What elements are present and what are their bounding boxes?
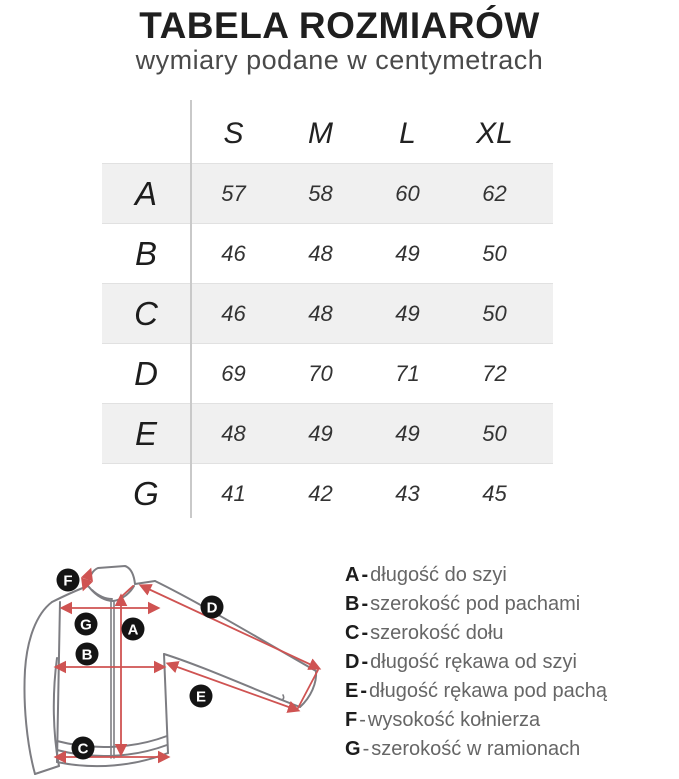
- row-value: 62: [482, 180, 507, 206]
- row-label: D: [134, 354, 158, 392]
- svg-text:D: D: [206, 599, 218, 617]
- column-header-m: M: [308, 117, 333, 150]
- legend-key: B: [345, 593, 360, 615]
- legend-description: szerokość w ramionach: [371, 738, 581, 760]
- legend-item: [345, 735, 675, 764]
- legend-key: C: [345, 622, 360, 644]
- row-value: 57: [221, 180, 246, 206]
- row-value: 49: [308, 420, 333, 446]
- legend-description: szerokość pod pachami: [370, 593, 581, 615]
- badge-b: [76, 643, 99, 666]
- svg-text:A: A: [127, 621, 139, 639]
- svg-text:C: C: [77, 740, 89, 758]
- legend-description: długość rękawa pod pachą: [369, 680, 607, 702]
- badge-c: [72, 737, 95, 760]
- row-value: 43: [395, 480, 420, 506]
- table-row: [102, 283, 553, 344]
- row-value: 48: [221, 420, 246, 446]
- badge-g: [75, 613, 98, 636]
- size-table-body: [102, 163, 553, 523]
- row-value: 49: [395, 420, 420, 446]
- row-value: 58: [308, 180, 333, 206]
- row-value: 46: [221, 240, 246, 266]
- legend-item: [345, 619, 675, 648]
- row-value: 50: [482, 300, 507, 326]
- row-value: 49: [395, 300, 420, 326]
- row-value: 69: [221, 360, 246, 386]
- table-divider-line: [190, 100, 192, 518]
- legend-item: [345, 677, 675, 706]
- legend-description: szerokość dołu: [370, 622, 504, 644]
- measurement-legend: [345, 561, 675, 764]
- row-value: 45: [482, 480, 507, 506]
- jacket-outline: [24, 566, 316, 774]
- legend-separator: -: [361, 622, 369, 644]
- legend-item: [345, 648, 675, 677]
- row-label: G: [133, 474, 159, 512]
- row-value: 42: [308, 480, 333, 506]
- row-value: 71: [395, 360, 420, 386]
- row-value: 41: [221, 480, 246, 506]
- legend-key: D: [345, 651, 360, 673]
- legend-description: wysokość kołnierza: [367, 709, 541, 731]
- diagram-badges: [57, 569, 224, 760]
- row-label: C: [134, 294, 158, 332]
- measure-line-cuff: [298, 670, 318, 708]
- row-label: E: [134, 414, 157, 452]
- measure-line-e: [169, 664, 297, 710]
- column-header-l: L: [399, 117, 416, 150]
- legend-key: E: [345, 680, 359, 702]
- column-header-xl: XL: [476, 117, 513, 150]
- legend-separator: -: [361, 564, 369, 586]
- legend-item: [345, 706, 675, 735]
- row-value: 48: [308, 300, 333, 326]
- legend-separator: -: [361, 593, 369, 615]
- page-subtitle: wymiary podane w centymetrach: [135, 45, 544, 75]
- legend-description: długość rękawa od szyi: [370, 651, 577, 673]
- row-value: 49: [395, 240, 420, 266]
- column-header-s: S: [223, 117, 244, 150]
- table-row: [102, 464, 553, 523]
- row-value: 70: [308, 360, 333, 386]
- row-value: 60: [395, 180, 420, 206]
- row-value: 72: [482, 360, 507, 386]
- row-value: 48: [308, 240, 333, 266]
- badge-f: [57, 569, 80, 592]
- legend-key: G: [345, 738, 361, 760]
- svg-text:F: F: [63, 572, 73, 590]
- table-row: [102, 344, 553, 403]
- row-value: 46: [221, 300, 246, 326]
- legend-item: [345, 561, 675, 590]
- row-value: 50: [482, 420, 507, 446]
- legend-separator: -: [359, 709, 366, 731]
- page-title: TABELA ROZMIARÓW: [139, 5, 540, 46]
- badge-a: [122, 618, 145, 641]
- legend-item: [345, 590, 675, 619]
- svg-text:E: E: [195, 688, 207, 706]
- legend-separator: -: [360, 680, 368, 702]
- table-row: [102, 163, 553, 224]
- legend-description: długość do szyi: [370, 564, 507, 586]
- row-value: 50: [482, 240, 507, 266]
- badge-d: [201, 596, 224, 619]
- size-table: [102, 105, 553, 523]
- legend-key: A: [345, 564, 360, 586]
- jacket-measurement-diagram: [0, 550, 345, 779]
- legend-separator: -: [362, 738, 370, 760]
- table-row: [102, 403, 553, 464]
- table-row: [102, 224, 553, 283]
- legend-key: F: [345, 709, 358, 731]
- row-label: B: [134, 234, 157, 272]
- size-table-header: [102, 105, 553, 163]
- badge-e: [190, 685, 213, 708]
- legend-separator: -: [361, 651, 369, 673]
- row-label: A: [134, 174, 157, 212]
- svg-text:B: B: [81, 646, 93, 664]
- svg-text:G: G: [80, 616, 92, 634]
